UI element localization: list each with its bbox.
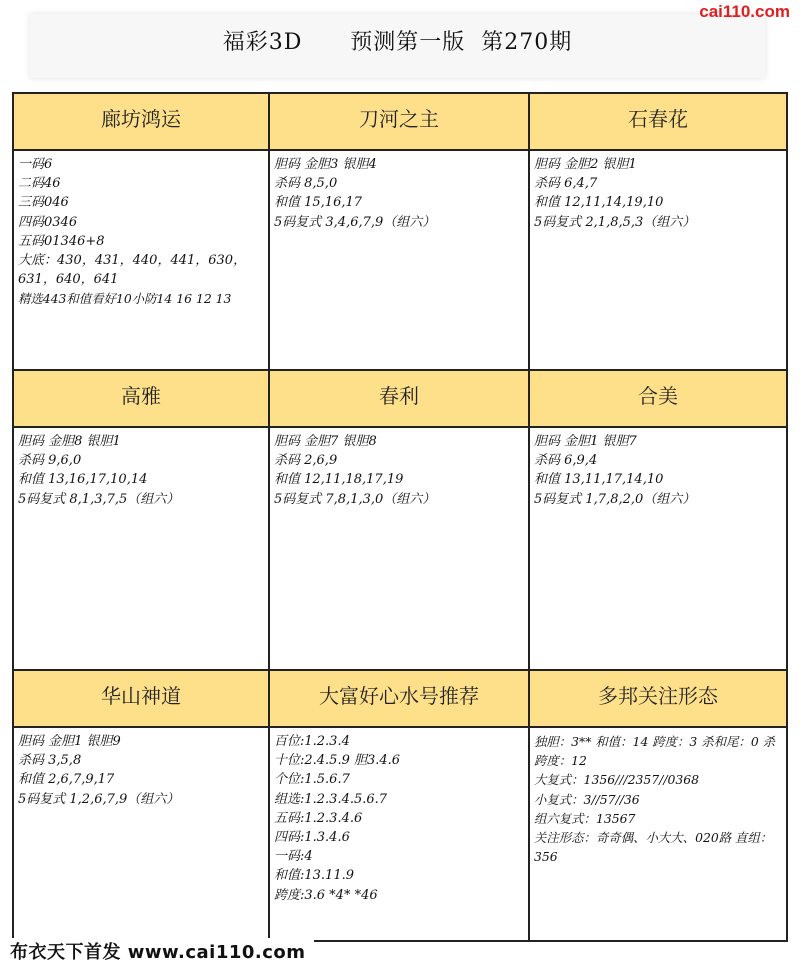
expert-card <box>270 671 528 940</box>
expert-name: 高雅 <box>14 371 268 428</box>
column-divider <box>268 94 270 940</box>
row-divider <box>14 369 786 371</box>
pick-line: 百位:1.2.3.4 <box>274 734 350 749</box>
pick-line: 胆码 金胆7 银胆8 <box>274 434 377 449</box>
pick-line: 和值 15,16,17 <box>274 195 363 211</box>
pick-line: 胆码 金胆2 银胆1 <box>534 157 637 172</box>
pick-line: 大底：430，431，440，441，630，631，640，641 <box>18 253 247 288</box>
pick-line: 四码:1.3.4.6 <box>274 830 350 846</box>
expert-picks <box>14 428 268 669</box>
expert-card <box>530 371 786 669</box>
pick-line: 和值 12,11,18,17,19 <box>274 472 404 488</box>
expert-picks <box>14 728 268 940</box>
expert-picks <box>270 151 528 369</box>
pick-line: 5码复式 7,8,1,3,0（组六） <box>274 491 436 507</box>
pick-line: 杀码 2,6,9 <box>274 453 338 469</box>
expert-name: 合美 <box>530 371 786 428</box>
pick-line: 杀码 6,9,4 <box>534 453 598 469</box>
pick-line: 5码复式 1,7,8,2,0（组六） <box>534 491 696 507</box>
pick-line: 胆码 金胆1 银胆9 <box>18 734 121 749</box>
footer-source: 布衣天下首发 www.cai110.com <box>10 938 314 964</box>
pick-line: 组选:1.2.3.4.5.6.7 <box>274 791 388 807</box>
top-banner <box>0 0 800 88</box>
pick-line: 组六复式：13567 <box>534 810 636 826</box>
pick-line: 三码046 <box>18 195 69 211</box>
expert-card <box>14 671 268 940</box>
pick-line: 杀码 6,4,7 <box>534 176 598 192</box>
pick-line: 大复式：1356///2357//0368 <box>534 772 700 788</box>
expert-picks <box>14 151 268 369</box>
pick-line: 独胆：3** 和值：14 跨度：3 杀和尾：0 杀跨度：12 <box>534 734 776 769</box>
expert-picks <box>530 728 786 940</box>
pick-line: 关注形态：奇奇偶、小大大、020路 直组：356 <box>534 830 773 865</box>
expert-picks <box>530 151 786 369</box>
expert-card <box>270 94 528 369</box>
pick-line: 和值 2,6,7,9,17 <box>18 772 115 788</box>
expert-picks <box>270 728 528 940</box>
pick-line: 小复式：3//57//36 <box>534 791 640 807</box>
expert-name: 刀河之主 <box>270 94 528 151</box>
pick-line: 五码:1.2.3.4.6 <box>274 810 363 826</box>
pick-line: 一码6 <box>18 157 53 172</box>
pick-line: 和值 13,11,17,14,10 <box>534 472 664 488</box>
expert-card <box>530 671 786 940</box>
expert-name: 多邦关注形态 <box>530 671 786 728</box>
expert-card <box>14 94 268 369</box>
pick-line: 杀码 8,5,0 <box>274 176 338 192</box>
expert-name: 春利 <box>270 371 528 428</box>
pick-line: 和值:13.11.9 <box>274 868 354 884</box>
expert-picks <box>530 428 786 669</box>
pick-line: 5码复式 1,2,6,7,9（组六） <box>18 791 180 807</box>
expert-name: 华山神道 <box>14 671 268 728</box>
pick-line: 和值 12,11,14,19,10 <box>534 195 664 211</box>
pick-line: 和值 13,16,17,10,14 <box>18 472 148 488</box>
pick-line: 胆码 金胆8 银胆1 <box>18 434 121 449</box>
column-divider <box>528 94 530 940</box>
pick-line: 个位:1.5.6.7 <box>274 772 350 788</box>
expert-name: 石春花 <box>530 94 786 151</box>
expert-picks <box>270 428 528 669</box>
pick-line: 四码0346 <box>18 214 78 230</box>
expert-card <box>270 371 528 669</box>
page-title: 福彩3D 预测第一版 第270期 <box>222 30 573 55</box>
pick-line: 十位:2.4.5.9 胆3.4.6 <box>274 753 401 769</box>
pick-line: 精选443和值看好10小防14 16 12 13 <box>18 291 232 307</box>
site-logo-text[interactable]: cai110.com <box>699 2 790 21</box>
expert-name: 廊坊鸿运 <box>14 94 268 151</box>
pick-line: 5码复式 8,1,3,7,5（组六） <box>18 491 180 507</box>
pick-line: 跨度:3.6 *4* *46 <box>274 887 378 903</box>
pick-line: 5码复式 3,4,6,7,9（组六） <box>274 214 436 230</box>
row-divider <box>14 669 786 671</box>
expert-card <box>530 94 786 369</box>
pick-line: 胆码 金胆1 银胆7 <box>534 434 637 449</box>
pick-line: 二码46 <box>18 176 61 192</box>
pick-line: 杀码 9,6,0 <box>18 453 82 469</box>
expert-card <box>14 371 268 669</box>
expert-name: 大富好心水号推荐 <box>270 671 528 728</box>
pick-line: 杀码 3,5,8 <box>18 753 82 769</box>
pick-line: 5码复式 2,1,8,5,3（组六） <box>534 214 696 230</box>
pick-line: 胆码 金胆3 银胆4 <box>274 157 377 172</box>
prediction-grid <box>12 92 788 942</box>
pick-line: 一码:4 <box>274 849 313 865</box>
pick-line: 五码01346+8 <box>18 233 105 249</box>
